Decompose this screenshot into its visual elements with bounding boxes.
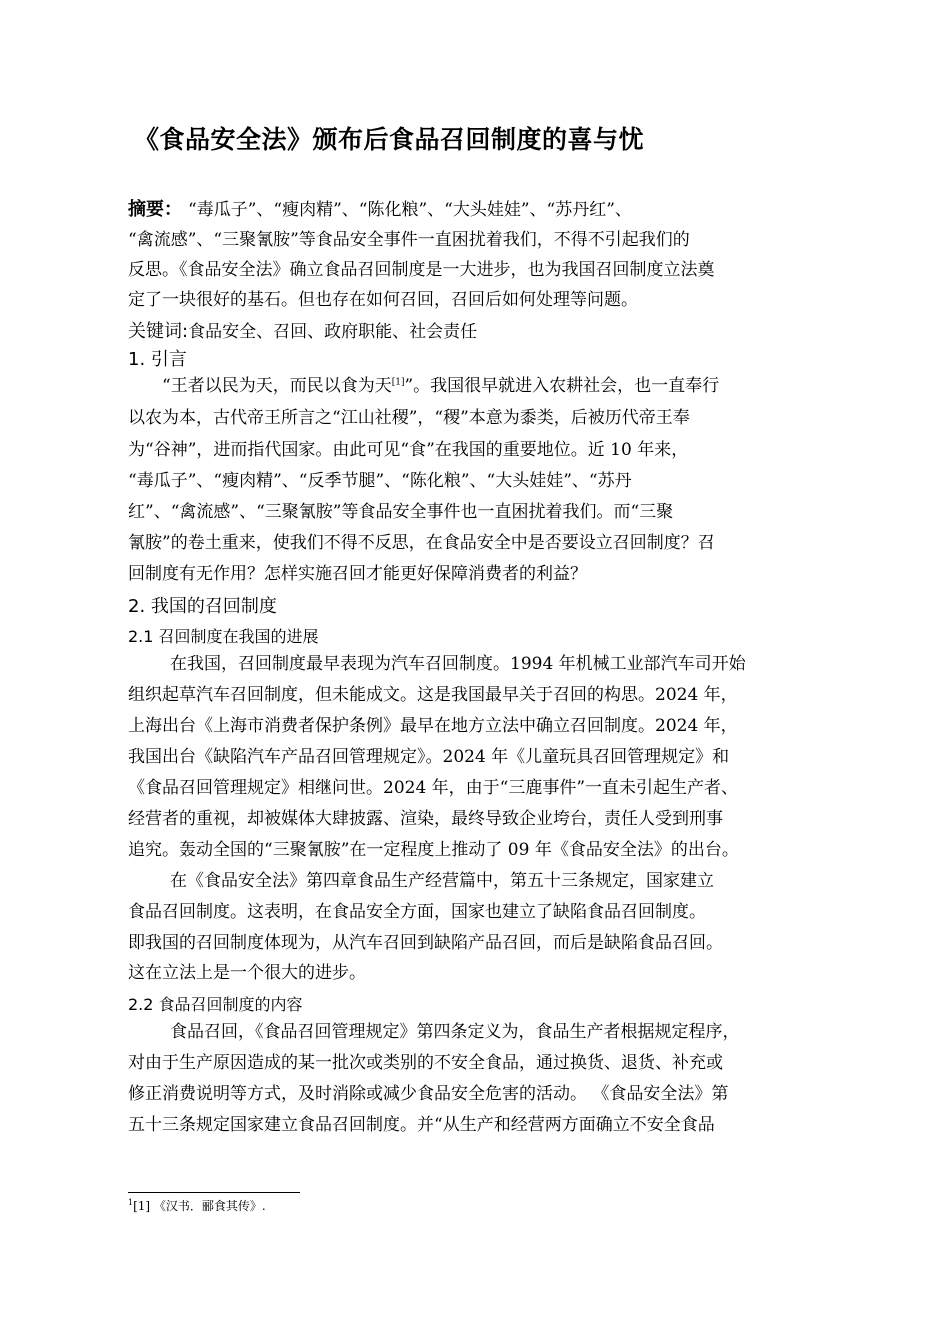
section-1-line-3: 为“谷神”，进而指代国家。由此可见“食”在我国的重要地位。近 10 年来， — [128, 440, 689, 460]
quote-text: “王者以民为天，而民以食为天 — [162, 376, 392, 396]
section-2-2-line-1: 食品召回，《食品召回管理规定》第四条定义为，食品生产者根据规定程序， — [170, 1022, 740, 1042]
section-2-heading: 2. 我国的召回制度 — [128, 596, 277, 617]
section-1-heading: 1. 引言 — [128, 349, 187, 370]
section-2-1-heading: 2.1 召回制度在我国的进展 — [128, 627, 319, 646]
section-2-2-line-2: 对由于生产原因造成的某一批次或类别的不安全食品，通过换货、退货、补充或 — [128, 1053, 723, 1073]
section-2-1-line-8: 在《食品安全法》第四章食品生产经营篇中，第五十三条规定，国家建立 — [170, 871, 714, 891]
footnote-mark: 1 — [128, 1198, 134, 1207]
footnote — [128, 1197, 266, 1214]
abstract-line-1 — [128, 198, 632, 222]
section-1-line-2: 以农为本，古代帝王所言之“江山社稷”，“稷”本意为黍类，后被历代帝王奉 — [128, 408, 690, 428]
section-2-1-line-11: 这在立法上是一个很大的进步。 — [128, 963, 366, 983]
section-2-2-line-3: 修正消费说明等方式，及时消除或减少食品安全危害的活动。 《食品安全法》第 — [128, 1084, 729, 1104]
section-1-line-5: 红”、“禽流感”、“三聚氰胺”等食品安全事件也一直困扰着我们。而“三聚 — [128, 502, 674, 522]
abstract-text: “毒瓜子”、“瘦肉精”、“陈化粮”、“大头娃娃”、“苏丹红”、 — [188, 200, 632, 220]
section-2-1-line-5: 《食品召回管理规定》相继问世。2024 年，由于“三鹿事件”一直未引起生产者、 — [128, 778, 739, 798]
section-2-1-line-3: 上海出台《上海市消费者保护条例》最早在地方立法中确立召回制度。2024 年， — [128, 716, 738, 736]
section-2-1-line-7: 追究。轰动全国的“三聚氰胺”在一定程度上推动了 09 年《食品安全法》的出台。 — [128, 840, 739, 860]
keywords-label: 关键词: — [128, 321, 189, 342]
document-title: 《食品安全法》颁布后食品召回制度的喜与忧 — [134, 125, 645, 154]
keywords-text: 食品安全、召回、政府职能、社会责任 — [188, 322, 478, 342]
footnote-ref[interactable]: [1] — [391, 377, 405, 388]
keywords-line — [128, 320, 477, 344]
section-2-2-heading: 2.2 食品召回制度的内容 — [128, 995, 303, 1014]
section-2-1-line-4: 我国出台《缺陷汽车产品召回管理规定》。2024 年《儿童玩具召回管理规定》和 — [128, 747, 730, 767]
section-1-line-6: 氰胺”的卷土重来，使我们不得不反思，在食品安全中是否要设立召回制度？召 — [128, 533, 715, 553]
section-2-1-line-2: 组织起草汽车召回制度，但未能成文。这是我国最早关于召回的构思。2024 年， — [128, 685, 738, 705]
footnote-text: [1] 《汉书．郦食其传》. — [133, 1199, 266, 1213]
abstract-label: 摘要： — [128, 199, 182, 220]
section-2-2-line-4: 五十三条规定国家建立食品召回制度。并“从生产和经营两方面确立不安全食品 — [128, 1115, 715, 1135]
section-2-1-line-1: 在我国，召回制度最早表现为汽车召回制度。1994 年机械工业部汽车司开始 — [170, 654, 746, 674]
footnote-separator — [128, 1192, 300, 1193]
section-1-line-1 — [162, 374, 719, 398]
abstract-line-4: 定了一块很好的基石。但也存在如何召回，召回后如何处理等问题。 — [128, 290, 638, 310]
section-2-1-line-9: 食品召回制度。这表明，在食品安全方面，国家也建立了缺陷食品召回制度。 — [128, 902, 706, 922]
section-1-line-7: 回制度有无作用？怎样实施召回才能更好保障消费者的利益？ — [128, 564, 587, 584]
section-2-1-line-10: 即我国的召回制度体现为，从汽车召回到缺陷产品召回，而后是缺陷食品召回。 — [128, 933, 723, 953]
section-2-1-line-6: 经营者的重视，却被媒体大肆披露、渲染，最终导致企业垮台，责任人受到刑事 — [128, 809, 723, 829]
section-1-line-4: “毒瓜子”、“瘦肉精”、“反季节腿”、“陈化粮”、“大头娃娃”、“苏丹 — [128, 471, 632, 491]
section-1-line-1-rest: ”。我国很早就进入农耕社会，也一直奉行 — [404, 376, 720, 396]
abstract-line-2: “禽流感”、“三聚氰胺”等食品安全事件一直困扰着我们，不得不引起我们的 — [128, 230, 690, 250]
abstract-line-3: 反思。《食品安全法》确立食品召回制度是一大进步，也为我国召回制度立法奠 — [128, 260, 715, 280]
